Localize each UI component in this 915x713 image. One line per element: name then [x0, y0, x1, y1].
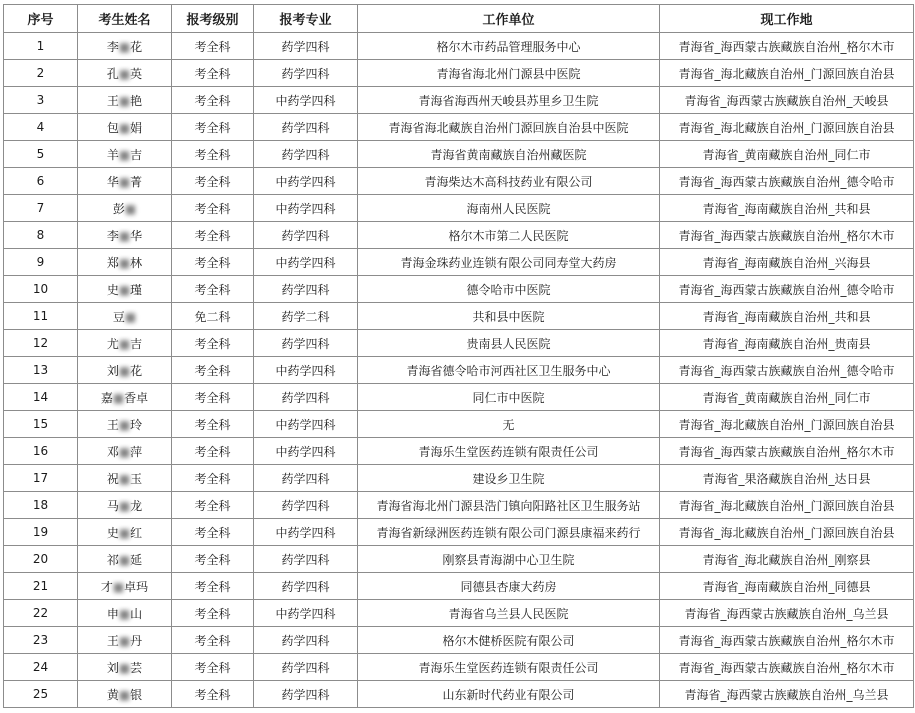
name-visible: 史: [106, 525, 119, 540]
cell-name: [78, 465, 172, 492]
name-visible: 王: [106, 633, 119, 648]
cell-major: 中药学四科: [254, 249, 358, 276]
cell-location: 青海省_海西蒙古族藏族自治州_格尔木市: [660, 438, 914, 465]
table-row: [4, 141, 914, 168]
header-no: 序号: [4, 5, 78, 33]
name-visible: 王: [106, 417, 119, 432]
cell-major: 药学四科: [254, 384, 358, 411]
table-row: [4, 411, 914, 438]
cell-location: 青海省_海西蒙古族藏族自治州_天峻县: [660, 87, 914, 114]
cell-no: 11: [4, 303, 78, 330]
cell-major: 药学二科: [254, 303, 358, 330]
cell-location: 青海省_海西蒙古族藏族自治州_格尔木市: [660, 33, 914, 60]
cell-location: 青海省_海南藏族自治州_贵南县: [660, 330, 914, 357]
cell-level: 考全科: [172, 357, 254, 384]
table-row: [4, 438, 914, 465]
cell-name: [78, 330, 172, 357]
cell-unit: 青海省海北州门源县浩门镇向阳路社区卫生服务站: [358, 492, 660, 519]
cell-no: 16: [4, 438, 78, 465]
table-row: [4, 681, 914, 708]
name-visible: 祁: [106, 552, 119, 567]
cell-name: [78, 654, 172, 681]
cell-major: 药学四科: [254, 60, 358, 87]
cell-location: 青海省_海南藏族自治州_同德县: [660, 573, 914, 600]
cell-level: 考全科: [172, 519, 254, 546]
cell-unit: 青海省德令哈市河西社区卫生服务中心: [358, 357, 660, 384]
table-row: [4, 330, 914, 357]
cell-location: 青海省_海西蒙古族藏族自治州_乌兰县: [660, 600, 914, 627]
name-visible-end: 红: [130, 525, 143, 540]
name-visible-end: 玉: [130, 471, 143, 486]
cell-name: [78, 114, 172, 141]
cell-name: [78, 276, 172, 303]
cell-unit: 青海省黄南藏族自治州藏医院: [358, 141, 660, 168]
table-row: [4, 357, 914, 384]
name-visible: 尤: [106, 336, 119, 351]
cell-name: [78, 195, 172, 222]
cell-name: [78, 600, 172, 627]
cell-unit: 建设乡卫生院: [358, 465, 660, 492]
cell-level: 考全科: [172, 546, 254, 573]
cell-level: 免二科: [172, 303, 254, 330]
cell-major: 药学四科: [254, 681, 358, 708]
cell-major: 中药学四科: [254, 438, 358, 465]
cell-location: 青海省_海西蒙古族藏族自治州_格尔木市: [660, 222, 914, 249]
cell-level: 考全科: [172, 627, 254, 654]
name-redaction: ■: [118, 39, 131, 54]
cell-location: 青海省_海西蒙古族藏族自治州_德令哈市: [660, 168, 914, 195]
cell-no: 24: [4, 654, 78, 681]
name-visible: 申: [106, 606, 119, 621]
cell-unit: 同仁市中医院: [358, 384, 660, 411]
candidate-table: [3, 4, 914, 708]
header-major: 报考专业: [254, 5, 358, 33]
name-redaction: ■: [118, 255, 131, 270]
name-visible: 邓: [106, 444, 119, 459]
name-visible: 羊: [106, 147, 119, 162]
name-redaction: ■: [118, 228, 131, 243]
cell-location: 青海省_海西蒙古族藏族自治州_格尔木市: [660, 627, 914, 654]
cell-unit: 格尔木市第二人民医院: [358, 222, 660, 249]
table-row: [4, 222, 914, 249]
table-row: [4, 33, 914, 60]
name-redaction: ■: [118, 552, 131, 567]
cell-level: 考全科: [172, 411, 254, 438]
cell-major: 药学四科: [254, 546, 358, 573]
cell-major: 中药学四科: [254, 519, 358, 546]
cell-no: 12: [4, 330, 78, 357]
name-redaction: ■: [118, 282, 131, 297]
name-visible-end: 菁: [130, 174, 143, 189]
cell-name: [78, 168, 172, 195]
cell-major: 药学四科: [254, 276, 358, 303]
cell-no: 13: [4, 357, 78, 384]
cell-unit: 青海乐生堂医药连锁有限责任公司: [358, 438, 660, 465]
cell-level: 考全科: [172, 384, 254, 411]
header-location: 现工作地: [660, 5, 914, 33]
cell-unit: 同德县杏康大药房: [358, 573, 660, 600]
cell-no: 10: [4, 276, 78, 303]
name-visible-end: 艳: [130, 93, 143, 108]
cell-name: [78, 492, 172, 519]
name-visible: 才: [100, 579, 113, 594]
name-redaction: ■: [118, 498, 131, 513]
cell-location: 青海省_海北藏族自治州_门源回族自治县: [660, 519, 914, 546]
name-visible-end: 娟: [130, 120, 143, 135]
cell-location: 青海省_果洛藏族自治州_达日县: [660, 465, 914, 492]
name-visible: 马: [106, 498, 119, 513]
cell-major: 中药学四科: [254, 195, 358, 222]
table-row: [4, 384, 914, 411]
cell-major: 药学四科: [254, 654, 358, 681]
cell-unit: 格尔木健桥医院有限公司: [358, 627, 660, 654]
cell-unit: 海南州人民医院: [358, 195, 660, 222]
cell-unit: 共和县中医院: [358, 303, 660, 330]
name-visible: 李: [106, 228, 119, 243]
cell-location: 青海省_海北藏族自治州_门源回族自治县: [660, 114, 914, 141]
cell-major: 药学四科: [254, 222, 358, 249]
cell-location: 青海省_海西蒙古族藏族自治州_乌兰县: [660, 681, 914, 708]
cell-name: [78, 357, 172, 384]
cell-level: 考全科: [172, 195, 254, 222]
name-visible: 刘: [106, 660, 119, 675]
name-visible-end: 英: [130, 66, 143, 81]
cell-no: 2: [4, 60, 78, 87]
name-visible: 包: [106, 120, 119, 135]
cell-no: 8: [4, 222, 78, 249]
name-redaction: ■: [118, 93, 131, 108]
table-row: [4, 546, 914, 573]
table-row: [4, 600, 914, 627]
cell-location: 青海省_黄南藏族自治州_同仁市: [660, 384, 914, 411]
name-redaction: ■: [118, 606, 131, 621]
table-row: [4, 519, 914, 546]
cell-no: 4: [4, 114, 78, 141]
cell-major: 药学四科: [254, 492, 358, 519]
header-unit: 工作单位: [358, 5, 660, 33]
cell-level: 考全科: [172, 492, 254, 519]
cell-no: 1: [4, 33, 78, 60]
cell-level: 考全科: [172, 87, 254, 114]
cell-name: [78, 60, 172, 87]
cell-unit: 山东新时代药业有限公司: [358, 681, 660, 708]
cell-major: 中药学四科: [254, 411, 358, 438]
cell-no: 20: [4, 546, 78, 573]
name-redaction: ■: [118, 471, 131, 486]
cell-major: 药学四科: [254, 141, 358, 168]
cell-name: [78, 249, 172, 276]
cell-no: 17: [4, 465, 78, 492]
cell-level: 考全科: [172, 681, 254, 708]
name-visible: 刘: [106, 363, 119, 378]
table-row: [4, 303, 914, 330]
cell-level: 考全科: [172, 222, 254, 249]
name-visible-end: 龙: [130, 498, 143, 513]
cell-name: [78, 519, 172, 546]
cell-name: [78, 438, 172, 465]
cell-name: [78, 627, 172, 654]
cell-name: [78, 573, 172, 600]
cell-major: 药学四科: [254, 573, 358, 600]
cell-name: [78, 141, 172, 168]
header-name: 考生姓名: [78, 5, 172, 33]
cell-level: 考全科: [172, 600, 254, 627]
table-row: [4, 573, 914, 600]
cell-no: 6: [4, 168, 78, 195]
cell-level: 考全科: [172, 33, 254, 60]
cell-level: 考全科: [172, 654, 254, 681]
cell-level: 考全科: [172, 168, 254, 195]
cell-no: 9: [4, 249, 78, 276]
name-visible-end: 花: [130, 363, 143, 378]
name-visible-end: 吉: [130, 336, 143, 351]
cell-major: 中药学四科: [254, 600, 358, 627]
table-row: [4, 249, 914, 276]
cell-location: 青海省_海南藏族自治州_共和县: [660, 195, 914, 222]
cell-level: 考全科: [172, 330, 254, 357]
header-level: 报考级别: [172, 5, 254, 33]
cell-no: 23: [4, 627, 78, 654]
cell-no: 7: [4, 195, 78, 222]
cell-unit: 青海省乌兰县人民医院: [358, 600, 660, 627]
name-visible: 彭: [112, 201, 125, 216]
table-row: [4, 195, 914, 222]
cell-name: [78, 411, 172, 438]
cell-major: 中药学四科: [254, 168, 358, 195]
name-visible-end: 延: [130, 552, 143, 567]
name-visible-end: 银: [130, 687, 143, 702]
name-visible-end: 芸: [130, 660, 143, 675]
name-visible: 史: [106, 282, 119, 297]
table-row: [4, 87, 914, 114]
name-redaction: ■: [118, 660, 131, 675]
name-redaction: ■: [118, 120, 131, 135]
table-row: [4, 492, 914, 519]
name-visible: 嘉: [100, 390, 113, 405]
cell-unit: 青海省新绿洲医药连锁有限公司门源县康福来药行: [358, 519, 660, 546]
name-visible: 黄: [106, 687, 119, 702]
name-visible-end: 花: [130, 39, 143, 54]
cell-name: [78, 546, 172, 573]
name-redaction: ■: [124, 201, 137, 216]
cell-location: 青海省_海北藏族自治州_刚察县: [660, 546, 914, 573]
table-body: [4, 33, 914, 708]
cell-no: 5: [4, 141, 78, 168]
cell-major: 中药学四科: [254, 357, 358, 384]
name-redaction: ■: [112, 579, 125, 594]
name-visible-end: 香卓: [124, 390, 149, 405]
table-row: [4, 276, 914, 303]
name-redaction: ■: [118, 363, 131, 378]
name-visible: 王: [106, 93, 119, 108]
name-visible-end: 林: [130, 255, 143, 270]
cell-unit: 青海金珠药业连锁有限公司同寿堂大药房: [358, 249, 660, 276]
cell-major: 药学四科: [254, 114, 358, 141]
cell-level: 考全科: [172, 60, 254, 87]
cell-no: 3: [4, 87, 78, 114]
cell-location: 青海省_黄南藏族自治州_同仁市: [660, 141, 914, 168]
name-visible: 郑: [106, 255, 119, 270]
name-visible-end: 卓玛: [124, 579, 149, 594]
cell-unit: 贵南县人民医院: [358, 330, 660, 357]
cell-major: 药学四科: [254, 465, 358, 492]
cell-no: 14: [4, 384, 78, 411]
cell-location: 青海省_海西蒙古族藏族自治州_德令哈市: [660, 276, 914, 303]
name-redaction: ■: [118, 444, 131, 459]
cell-location: 青海省_海北藏族自治州_门源回族自治县: [660, 411, 914, 438]
name-redaction: ■: [118, 147, 131, 162]
cell-location: 青海省_海西蒙古族藏族自治州_德令哈市: [660, 357, 914, 384]
table-row: [4, 627, 914, 654]
cell-no: 19: [4, 519, 78, 546]
name-redaction: ■: [118, 687, 131, 702]
name-visible-end: 萍: [130, 444, 143, 459]
cell-no: 15: [4, 411, 78, 438]
name-redaction: ■: [118, 525, 131, 540]
cell-location: 青海省_海北藏族自治州_门源回族自治县: [660, 60, 914, 87]
cell-level: 考全科: [172, 141, 254, 168]
name-redaction: ■: [118, 417, 131, 432]
name-visible: 孔: [106, 66, 119, 81]
cell-location: 青海省_海南藏族自治州_兴海县: [660, 249, 914, 276]
table-row: [4, 654, 914, 681]
cell-major: 中药学四科: [254, 87, 358, 114]
name-redaction: ■: [118, 633, 131, 648]
cell-unit: 青海省海西州天峻县苏里乡卫生院: [358, 87, 660, 114]
cell-unit: 青海省海北州门源县中医院: [358, 60, 660, 87]
cell-level: 考全科: [172, 249, 254, 276]
cell-no: 18: [4, 492, 78, 519]
cell-name: [78, 303, 172, 330]
cell-major: 药学四科: [254, 627, 358, 654]
cell-level: 考全科: [172, 114, 254, 141]
name-redaction: ■: [118, 174, 131, 189]
table-row: [4, 60, 914, 87]
cell-unit: 青海柴达木高科技药业有限公司: [358, 168, 660, 195]
cell-level: 考全科: [172, 438, 254, 465]
cell-location: 青海省_海北藏族自治州_门源回族自治县: [660, 492, 914, 519]
name-visible: 豆: [112, 309, 125, 324]
table-row: [4, 465, 914, 492]
name-visible: 李: [106, 39, 119, 54]
cell-name: [78, 384, 172, 411]
name-visible: 华: [106, 174, 119, 189]
cell-unit: 青海省海北藏族自治州门源回族自治县中医院: [358, 114, 660, 141]
cell-name: [78, 681, 172, 708]
cell-major: 药学四科: [254, 33, 358, 60]
name-visible-end: 玲: [130, 417, 143, 432]
cell-unit: 德令哈市中医院: [358, 276, 660, 303]
cell-level: 考全科: [172, 276, 254, 303]
table-row: [4, 114, 914, 141]
table-row: [4, 168, 914, 195]
cell-level: 考全科: [172, 465, 254, 492]
cell-level: 考全科: [172, 573, 254, 600]
name-visible-end: 山: [130, 606, 143, 621]
cell-name: [78, 87, 172, 114]
name-visible-end: 吉: [130, 147, 143, 162]
cell-name: [78, 33, 172, 60]
cell-no: 22: [4, 600, 78, 627]
cell-major: 药学四科: [254, 330, 358, 357]
name-redaction: ■: [112, 390, 125, 405]
cell-unit: 刚察县青海湖中心卫生院: [358, 546, 660, 573]
name-redaction: ■: [118, 66, 131, 81]
cell-no: 25: [4, 681, 78, 708]
cell-location: 青海省_海西蒙古族藏族自治州_格尔木市: [660, 654, 914, 681]
cell-unit: 无: [358, 411, 660, 438]
name-redaction: ■: [124, 309, 137, 324]
name-visible-end: 华: [130, 228, 143, 243]
name-visible-end: 瑾: [130, 282, 143, 297]
cell-unit: 格尔木市药品管理服务中心: [358, 33, 660, 60]
name-redaction: ■: [118, 336, 131, 351]
name-visible: 祝: [106, 471, 119, 486]
cell-unit: 青海乐生堂医药连锁有限责任公司: [358, 654, 660, 681]
cell-location: 青海省_海南藏族自治州_共和县: [660, 303, 914, 330]
cell-name: [78, 222, 172, 249]
name-visible-end: 丹: [130, 633, 143, 648]
header-row: [4, 5, 914, 33]
cell-no: 21: [4, 573, 78, 600]
